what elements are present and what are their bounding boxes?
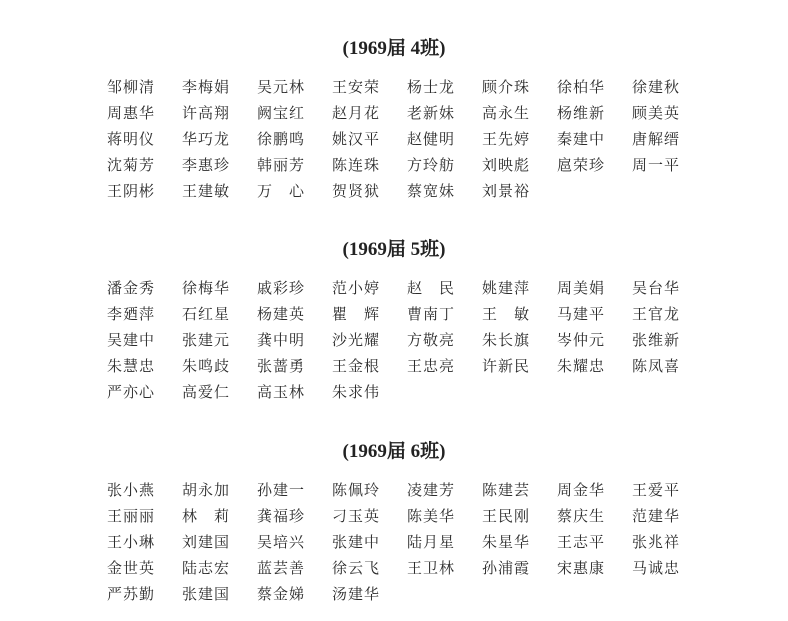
student-name: 孙浦霞 — [482, 559, 531, 577]
student-name: 刁玉英 — [332, 507, 381, 525]
student-name: 瞿 辉 — [332, 305, 381, 323]
student-name: 杨建英 — [257, 305, 306, 323]
student-name: 方敬亮 — [407, 331, 456, 349]
student-name: 张维新 — [632, 331, 681, 349]
student-name: 王志平 — [557, 533, 606, 551]
student-name: 金世英 — [107, 559, 156, 577]
student-name: 蔡庆生 — [557, 507, 606, 525]
student-name: 王爱平 — [632, 481, 681, 499]
student-name: 马诚忠 — [632, 559, 681, 577]
student-name: 陆月星 — [407, 533, 456, 551]
student-name: 吴培兴 — [257, 533, 306, 551]
name-grid — [107, 74, 707, 204]
student-name: 徐鹏鸣 — [257, 130, 306, 148]
student-name: 顾美英 — [632, 104, 681, 122]
student-name: 吴建中 — [107, 331, 156, 349]
student-name: 赵健明 — [407, 130, 456, 148]
student-name: 范建华 — [632, 507, 681, 525]
student-name: 朱慧忠 — [107, 357, 156, 375]
student-name: 阙宝红 — [257, 104, 306, 122]
student-name: 李梅娟 — [182, 78, 231, 96]
student-name: 徐柏华 — [557, 78, 606, 96]
student-name: 张小燕 — [107, 481, 156, 499]
student-name: 许新民 — [482, 357, 531, 375]
student-name: 李惠珍 — [182, 156, 231, 174]
student-name: 陈美华 — [407, 507, 456, 525]
student-name: 岑仲元 — [557, 331, 606, 349]
student-name: 蔡金娣 — [257, 585, 306, 603]
student-name: 严亦心 — [107, 383, 156, 401]
student-name: 许高翔 — [182, 104, 231, 122]
student-name: 朱耀忠 — [557, 357, 606, 375]
student-name: 杨维新 — [557, 104, 606, 122]
student-name: 刘建国 — [182, 533, 231, 551]
section-title: (1969届 5班) — [342, 239, 446, 260]
student-name: 胡永加 — [182, 481, 231, 499]
student-name: 王丽丽 — [107, 507, 156, 525]
student-name: 高玉林 — [257, 383, 306, 401]
student-name: 王先婷 — [482, 130, 531, 148]
student-name: 高永生 — [482, 104, 531, 122]
student-name: 周美娟 — [557, 279, 606, 297]
student-name: 高爱仁 — [182, 383, 231, 401]
student-name: 范小婷 — [332, 279, 381, 297]
student-name: 朱鸣歧 — [182, 357, 231, 375]
student-name: 老新妹 — [407, 104, 456, 122]
student-name: 邹柳清 — [107, 78, 156, 96]
student-name: 贺贤狱 — [332, 182, 381, 200]
student-name: 赵 民 — [407, 279, 456, 297]
student-name: 戚彩珍 — [257, 279, 306, 297]
student-name: 陈连珠 — [332, 156, 381, 174]
student-name: 凌建芳 — [407, 481, 456, 499]
student-name: 周惠华 — [107, 104, 156, 122]
student-name: 陆志宏 — [182, 559, 231, 577]
student-name: 王小琳 — [107, 533, 156, 551]
student-name: 王忠亮 — [407, 357, 456, 375]
student-name: 周一平 — [632, 156, 681, 174]
student-name: 龚福珍 — [257, 507, 306, 525]
student-name: 张兆祥 — [632, 533, 681, 551]
student-name: 马建平 — [557, 305, 606, 323]
student-name: 陈凤喜 — [632, 357, 681, 375]
student-name: 赵月花 — [332, 104, 381, 122]
student-name: 朱长旗 — [482, 331, 531, 349]
student-name: 王官龙 — [632, 305, 681, 323]
student-name: 姚建萍 — [482, 279, 531, 297]
student-name: 蒋明仪 — [107, 130, 156, 148]
student-name: 石红星 — [182, 305, 231, 323]
student-name: 孙建一 — [257, 481, 306, 499]
student-name: 刘映彪 — [482, 156, 531, 174]
student-name: 王建敏 — [182, 182, 231, 200]
student-name: 沈菊芳 — [107, 156, 156, 174]
student-name: 华巧龙 — [182, 130, 231, 148]
student-name: 徐建秋 — [632, 78, 681, 96]
student-name: 朱星华 — [482, 533, 531, 551]
student-name: 林 莉 — [182, 507, 231, 525]
student-name: 宋惠康 — [557, 559, 606, 577]
student-name: 王民刚 — [482, 507, 531, 525]
student-name: 唐解缙 — [632, 130, 681, 148]
student-name: 万 心 — [257, 182, 306, 200]
section-title: (1969届 6班) — [342, 441, 446, 462]
student-name: 李廼萍 — [107, 305, 156, 323]
student-name: 汤建华 — [332, 585, 381, 603]
student-name: 吴台华 — [632, 279, 681, 297]
student-name: 潘金秀 — [107, 279, 156, 297]
student-name: 姚汉平 — [332, 130, 381, 148]
name-grid — [107, 477, 707, 607]
student-name: 王金根 — [332, 357, 381, 375]
student-name: 王卫林 — [407, 559, 456, 577]
name-grid — [107, 275, 707, 405]
student-name: 陈佩玲 — [332, 481, 381, 499]
student-name: 刘景裕 — [482, 182, 531, 200]
student-name: 严苏勤 — [107, 585, 156, 603]
student-name: 周金华 — [557, 481, 606, 499]
student-name: 曹南丁 — [407, 305, 456, 323]
student-name: 龚中明 — [257, 331, 306, 349]
student-name: 蔡宽妹 — [407, 182, 456, 200]
student-name: 王阴彬 — [107, 182, 156, 200]
student-name: 陈建芸 — [482, 481, 531, 499]
student-name: 吴元林 — [257, 78, 306, 96]
student-name: 朱求伟 — [332, 383, 381, 401]
student-name: 张建元 — [182, 331, 231, 349]
student-name: 方玲舫 — [407, 156, 456, 174]
student-name: 张建中 — [332, 533, 381, 551]
student-name: 扈荣珍 — [557, 156, 606, 174]
student-name: 王 敏 — [482, 305, 531, 323]
student-name: 王安荣 — [332, 78, 381, 96]
section-title: (1969届 4班) — [342, 38, 446, 59]
student-name: 秦建中 — [557, 130, 606, 148]
student-name: 张蔷勇 — [257, 357, 306, 375]
student-name: 沙光耀 — [332, 331, 381, 349]
student-name: 韩丽芳 — [257, 156, 306, 174]
student-name: 蓝芸善 — [257, 559, 306, 577]
student-name: 徐云飞 — [332, 559, 381, 577]
student-name: 徐梅华 — [182, 279, 231, 297]
student-name: 顾介珠 — [482, 78, 531, 96]
student-name: 杨士龙 — [407, 78, 456, 96]
student-name: 张建国 — [182, 585, 231, 603]
